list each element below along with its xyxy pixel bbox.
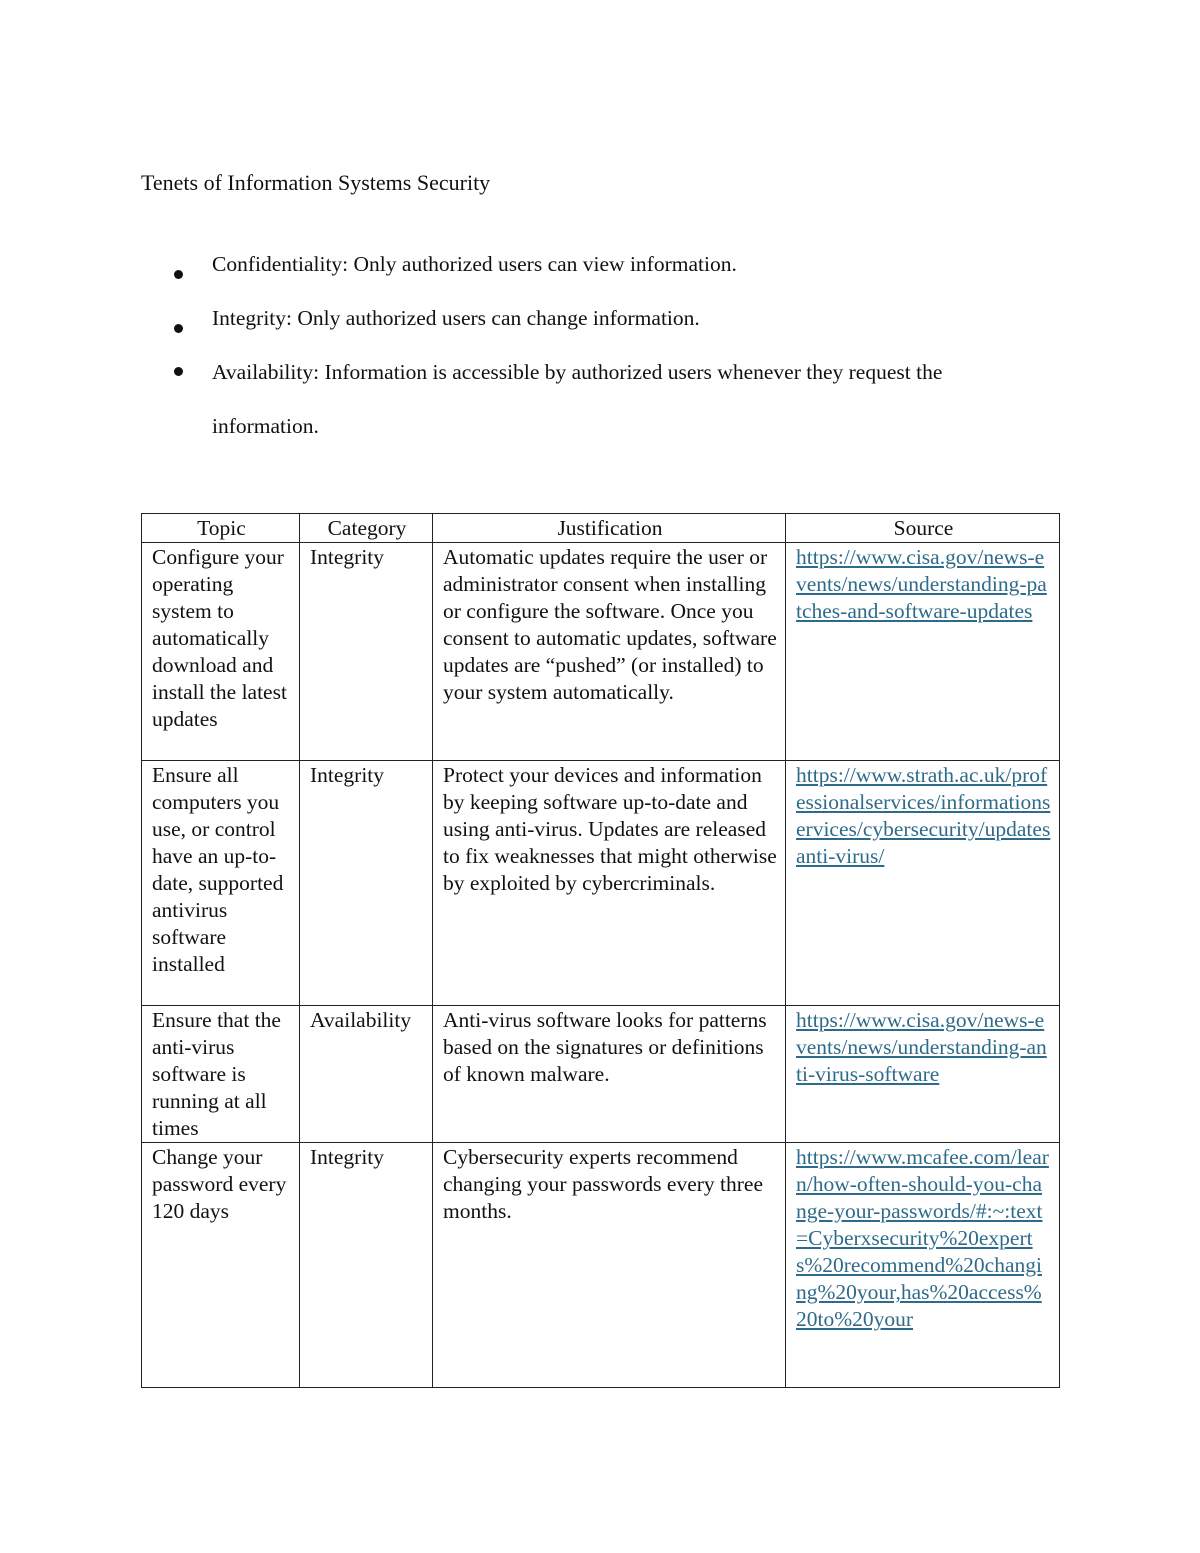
cell-source bbox=[786, 543, 1060, 761]
header-justification: Justification bbox=[433, 514, 786, 543]
bullet-icon bbox=[174, 324, 183, 333]
page-title: Tenets of Information Systems Security bbox=[141, 170, 491, 195]
table-row bbox=[142, 1143, 1060, 1388]
source-link[interactable]: https://www.strath.ac.uk/professionalservices/informationservices/cybersecurity/updatesanti-virus/ bbox=[796, 763, 1051, 868]
bullet-icon bbox=[174, 270, 183, 279]
table-row bbox=[142, 1006, 1060, 1143]
tenet-item-availability bbox=[141, 345, 1041, 453]
security-table bbox=[141, 513, 1060, 1388]
cell-topic: Change your password every 120 days bbox=[142, 1143, 300, 1388]
cell-justification: Anti-virus software looks for patterns based on the signatures or definitions of known malware. bbox=[433, 1006, 786, 1143]
cell-category: Availability bbox=[300, 1006, 433, 1143]
header-topic: Topic bbox=[142, 514, 300, 543]
cell-category: Integrity bbox=[300, 1143, 433, 1388]
cell-justification: Automatic updates require the user or administrator consent when installing or configure the software. Once you consent to automatic updates, software updates are “pushed” (or installed) to your system automatically. bbox=[433, 543, 786, 761]
table-row bbox=[142, 761, 1060, 1006]
source-link[interactable]: https://www.cisa.gov/news-events/news/understanding-patches-and-software-updates bbox=[796, 545, 1047, 623]
cell-source bbox=[786, 1006, 1060, 1143]
source-link[interactable]: https://www.mcafee.com/learn/how-often-should-you-change-your-passwords/#:~:text=Cyberxsecurity%20experts%20recommend%20changing%20your,has%20access%20to%20your bbox=[796, 1145, 1049, 1331]
cell-source bbox=[786, 1143, 1060, 1388]
source-link[interactable]: https://www.cisa.gov/news-events/news/understanding-anti-virus-software bbox=[796, 1008, 1047, 1086]
cell-topic: Configure your operating system to automatically download and install the latest updates bbox=[142, 543, 300, 761]
table-header-row bbox=[142, 514, 1060, 543]
cell-justification: Cybersecurity experts recommend changing your passwords every three months. bbox=[433, 1143, 786, 1388]
tenet-text: Availability: Information is accessible by authorized users whenever they request the information. bbox=[212, 360, 943, 438]
cell-source bbox=[786, 761, 1060, 1006]
cell-justification: Protect your devices and information by keeping software up-to-date and using anti-virus. Updates are released to fix weaknesses that might otherwise by exploited by cybercriminals. bbox=[433, 761, 786, 1006]
table-row bbox=[142, 543, 1060, 761]
cell-category: Integrity bbox=[300, 761, 433, 1006]
bullet-icon bbox=[174, 367, 183, 376]
tenet-text: Confidentiality: Only authorized users can view information. bbox=[212, 252, 737, 276]
tenet-text: Integrity: Only authorized users can change information. bbox=[212, 306, 700, 330]
cell-topic: Ensure all computers you use, or control have an up-to-date, supported antivirus software installed bbox=[142, 761, 300, 1006]
header-source: Source bbox=[786, 514, 1060, 543]
cell-category: Integrity bbox=[300, 543, 433, 761]
cell-topic: Ensure that the anti-virus software is running at all times bbox=[142, 1006, 300, 1143]
tenet-item-confidentiality bbox=[141, 248, 1041, 302]
tenets-list bbox=[141, 248, 1041, 453]
header-category: Category bbox=[300, 514, 433, 543]
